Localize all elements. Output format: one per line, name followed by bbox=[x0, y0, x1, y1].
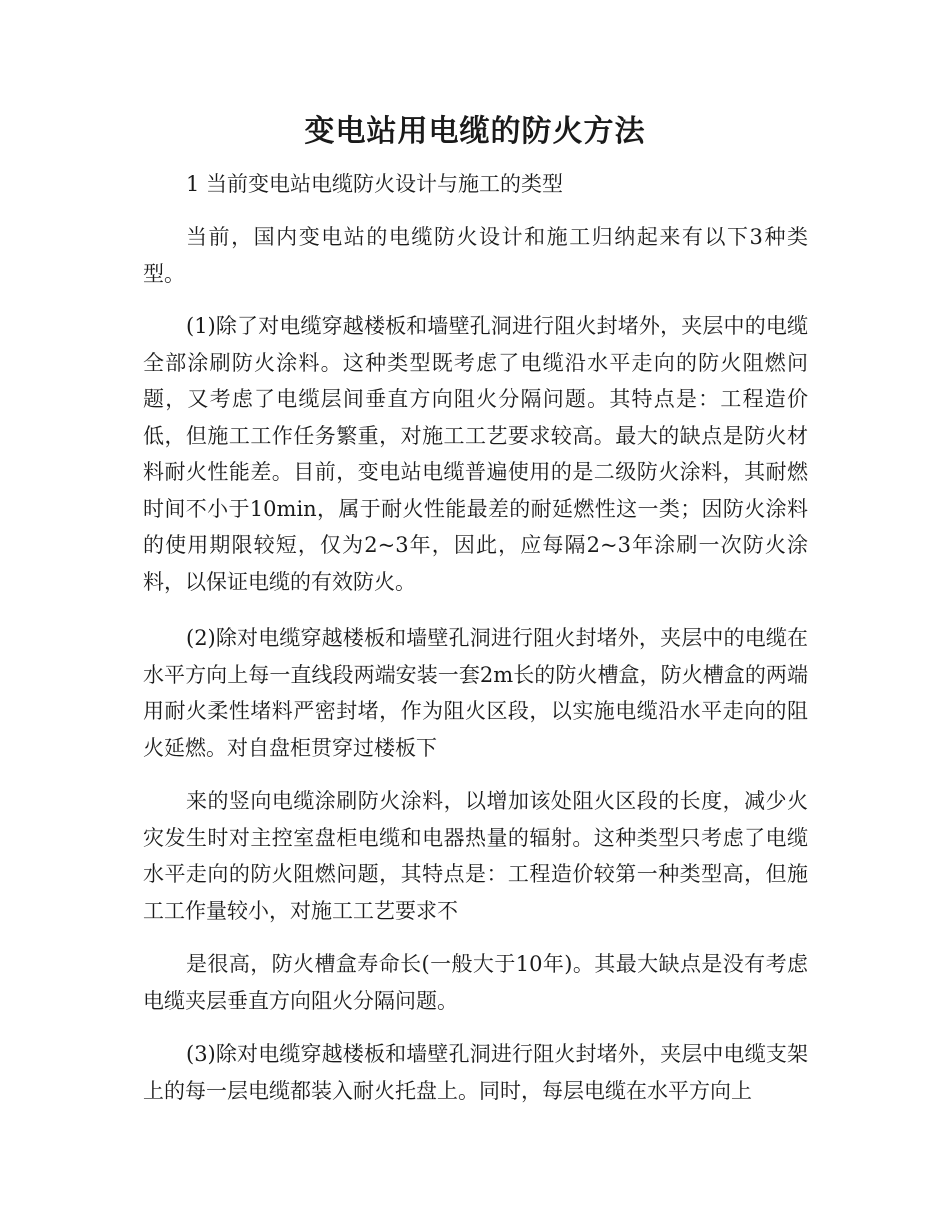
paragraph-intro: 当前，国内变电站的电缆防火设计和施工归纳起来有以下3种类型。 bbox=[143, 225, 808, 286]
paragraph-type-2-end: 是很高，防火槽盒寿命长(一般大于10年)。其最大缺点是没有考虑电缆夹层垂直方向阻火分隔问题。 bbox=[143, 952, 808, 1013]
section-heading: 1 当前变电站电缆防火设计与施工的类型 bbox=[186, 172, 564, 196]
document-title: 变电站用电缆的防火方法 bbox=[304, 114, 646, 149]
paragraph-type-3: (3)除对电缆穿越楼板和墙壁孔洞进行阻火封堵外，夹层中电缆支架上的每一层电缆都装入耐火托盘上。同时，每层电缆在水平方向上 bbox=[143, 1042, 808, 1103]
paragraph-type-2-cont: 来的竖向电缆涂刷防火涂料，以增加该处阻火区段的长度，减少火灾发生时对主控室盘柜电缆和电器热量的辐射。这种类型只考虑了电缆水平走向的防火阻燃问题，其特点是：工程造价较第一种类型高，但施工工作量较小，对施工工艺要求不 bbox=[143, 789, 808, 923]
paragraph-type-2: (2)除对电缆穿越楼板和墙壁孔洞进行阻火封堵外，夹层中的电缆在水平方向上每一直线段两端安装一套2m长的防火槽盒，防火槽盒的两端用耐火柔性堵料严密封堵，作为阻火区段，以实施电缆沿水平走向的阻火延燃。对自盘柜贯穿过楼板下 bbox=[143, 626, 808, 760]
paragraph-type-1: (1)除了对电缆穿越楼板和墙壁孔洞进行阻火封堵外，夹层中的电缆全部涂刷防火涂料。这种类型既考虑了电缆沿水平走向的防火阻燃问题，又考虑了电缆层间垂直方向阻火分隔问题。其特点是：工程造价低，但施工工作任务繁重，对施工工艺要求较高。最大的缺点是防火材料耐火性能差。目前，变电站电缆普遍使用的是二级防火涂料，其耐燃时间不小于10min，属于耐火性能最差的耐延燃性这一类；因防火涂料的使用期限较短，仅为2~3年，因此，应每隔2~3年涂刷一次防火涂料，以保证电缆的有效防火。 bbox=[143, 314, 808, 594]
